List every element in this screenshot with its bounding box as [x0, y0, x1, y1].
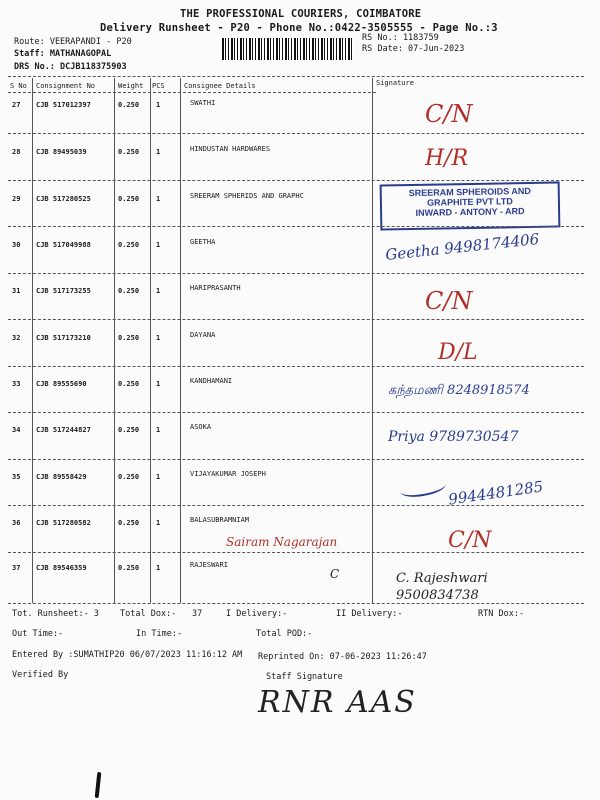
drs-number: DRS No.: DCJB118375903	[14, 62, 127, 72]
col-signature: Signature	[376, 79, 414, 87]
col-sep	[372, 78, 373, 603]
route-label: Route: VEERAPANDI - P20	[14, 37, 132, 47]
rtn-dox-label: RTN Dox:-	[478, 609, 525, 619]
row-divider	[8, 226, 584, 227]
row-sno: 32	[12, 334, 21, 342]
row-consignee: ASOKA	[190, 423, 212, 431]
row-weight: 0.250	[118, 426, 140, 434]
total-runsheet: Tot. Runsheet:- 3	[12, 609, 99, 619]
row-divider	[8, 366, 584, 367]
row-consignment: CJB 89546359	[36, 564, 87, 572]
col-pcs: PCS	[152, 82, 165, 90]
row-sno: 33	[12, 380, 21, 388]
row-sno: 28	[12, 148, 21, 156]
row-weight: 0.250	[118, 101, 140, 109]
row-pcs: 1	[156, 426, 161, 434]
row-sno: 35	[12, 473, 21, 481]
stamp-line: INWARD - ANTONY - ARD	[415, 206, 525, 218]
col-sno: S No	[10, 82, 27, 90]
stamp-line: SREERAM SPHEROIDS AND	[408, 185, 531, 199]
row-divider	[8, 133, 584, 134]
row-consignment: CJB 517012397	[36, 101, 91, 109]
col-weight: Weight	[118, 82, 144, 90]
total-dox-value: 37	[192, 609, 203, 619]
row-weight: 0.250	[118, 334, 140, 342]
row-sno: 27	[12, 101, 21, 109]
row-consignee: KANDHAMANI	[190, 377, 233, 385]
row-consignee: SWATHI	[190, 99, 216, 107]
row-weight: 0.250	[118, 519, 140, 527]
in-time-label: In Time:-	[136, 629, 183, 639]
row-consignee: RAJESWARI	[190, 561, 228, 569]
row-sno: 31	[12, 287, 21, 295]
row-sno: 34	[12, 426, 21, 434]
staff-signature-label: Staff Signature	[266, 672, 343, 682]
handwritten-note: Sairam Nagarajan	[226, 535, 338, 549]
row-sno: 36	[12, 519, 21, 527]
barcode	[222, 38, 354, 60]
row-consignment: CJB 517244827	[36, 426, 91, 434]
staff-signature: RNR AAS	[258, 685, 417, 720]
row-divider	[8, 412, 584, 413]
rs-number: RS No.: 1183759	[362, 33, 439, 43]
row-consignee: BALASUBRAMNIAM	[190, 516, 250, 524]
row-weight: 0.250	[118, 564, 140, 572]
row-pcs: 1	[156, 101, 161, 109]
row-consignee: VIJAYAKUMAR JOSEPH	[190, 470, 266, 478]
row-consignment: CJB 517280582	[36, 519, 91, 527]
ii-delivery-label: II Delivery:-	[336, 609, 403, 619]
table-top-rule	[8, 76, 584, 77]
row-consignment: CJB 517173210	[36, 334, 91, 342]
row-divider	[8, 459, 584, 460]
row-pcs: 1	[156, 287, 161, 295]
row-divider	[8, 552, 584, 553]
reprinted-on: Reprinted On: 07-06-2023 11:26:47	[258, 652, 427, 662]
row-consignee: GEETHA	[190, 238, 216, 246]
company-stamp	[380, 181, 561, 230]
row-signature: Priya 9789730547	[388, 429, 519, 445]
row-consignment: CJB 517173255	[36, 287, 91, 295]
row-consignee: HINDUSTAN HARDWARES	[190, 145, 271, 153]
company-title: THE PROFESSIONAL COURIERS, COIMBATORE	[180, 8, 422, 20]
col-consignment: Consignment No	[36, 82, 96, 90]
verified-by-label: Verified By	[12, 670, 69, 680]
row-consignment: CJB 517049988	[36, 241, 91, 249]
row-consignment: CJB 517280525	[36, 195, 91, 203]
row-signature: Geetha 9498174406	[384, 229, 541, 265]
row-sno: 30	[12, 241, 21, 249]
row-weight: 0.250	[118, 287, 140, 295]
row-sno: 29	[12, 195, 21, 203]
rs-date: RS Date: 07-Jun-2023	[362, 44, 465, 54]
row-pcs: 1	[156, 519, 161, 527]
row-pcs: 1	[156, 334, 161, 342]
row-pcs: 1	[156, 195, 161, 203]
row-sno: 37	[12, 564, 21, 572]
out-time-label: Out Time:-	[12, 629, 64, 639]
row-signature: C/N	[448, 528, 492, 553]
staff-label: Staff: MATHANAGOPAL	[14, 49, 112, 59]
row-signature: C/N	[425, 100, 473, 128]
total-dox-label: Total Dox:-	[120, 609, 177, 619]
row-divider	[8, 505, 584, 506]
col-consignee: Consignee Details	[184, 82, 256, 90]
header-bottom-rule	[8, 92, 376, 93]
stamp-line: GRAPHITE PVT LTD	[426, 196, 513, 208]
row-consignment: CJB 89555690	[36, 380, 87, 388]
row-divider	[8, 273, 584, 274]
row-signature: 9944481285	[447, 477, 545, 509]
row-signature: கந்தமணி 8248918574	[388, 383, 530, 398]
row-signature: D/L	[438, 340, 478, 365]
row-weight: 0.250	[118, 195, 140, 203]
col-sep	[114, 78, 115, 603]
row-consignment: CJB 89495039	[36, 148, 87, 156]
col-sep	[150, 78, 151, 603]
i-delivery-label: I Delivery:-	[226, 609, 288, 619]
row-weight: 0.250	[118, 380, 140, 388]
row-divider	[8, 319, 584, 320]
row-consignee: HARIPRASANTH	[190, 284, 241, 292]
row-consignee: DAYANA	[190, 331, 216, 339]
row-pcs: 1	[156, 473, 161, 481]
row-signature: H/R	[425, 146, 469, 171]
row-consignment: CJB 89558429	[36, 473, 87, 481]
row-signature: C. Rajeshwari 9500834738	[396, 571, 488, 603]
row-signature: C/N	[425, 287, 473, 315]
table-bottom-rule	[8, 603, 584, 604]
entered-by: Entered By :SUMATHIP20 06/07/2023 11:16:12 AM	[12, 650, 243, 660]
row-pcs: 1	[156, 564, 161, 572]
col-sep	[32, 78, 33, 603]
row-weight: 0.250	[118, 241, 140, 249]
runsheet-subtitle: Delivery Runsheet - P20 - Phone No.:0422-3505555 - Page No.:3	[100, 22, 498, 34]
row-divider	[8, 180, 584, 181]
signature-scribble	[399, 476, 447, 500]
total-pod-label: Total POD:-	[256, 629, 313, 639]
pen-mark	[95, 772, 102, 798]
handwritten-mark: C	[330, 567, 340, 581]
row-weight: 0.250	[118, 148, 140, 156]
row-pcs: 1	[156, 241, 161, 249]
row-weight: 0.250	[118, 473, 140, 481]
col-sep	[180, 78, 181, 603]
row-consignee: SREERAM SPHERIDS AND GRAPHC	[190, 192, 304, 200]
row-pcs: 1	[156, 148, 161, 156]
row-pcs: 1	[156, 380, 161, 388]
